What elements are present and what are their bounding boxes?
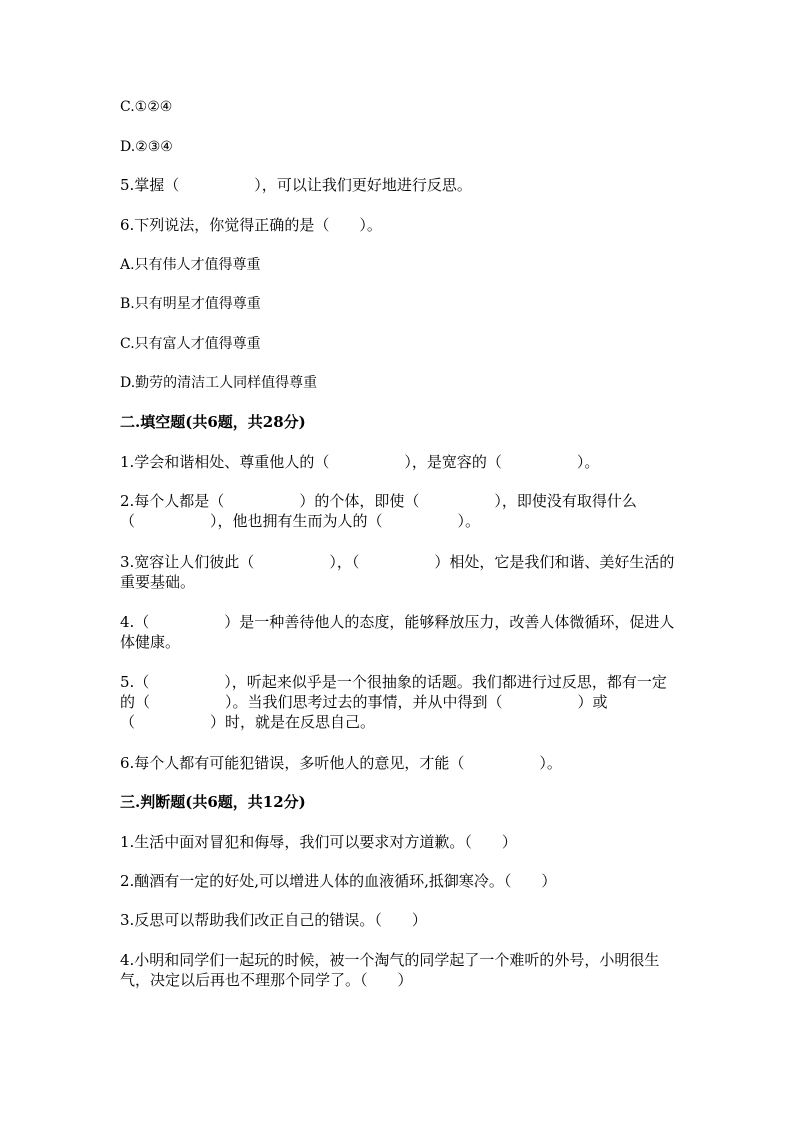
question-6-stem: 6.下列说法，你觉得正确的是（ ）。 xyxy=(120,216,382,234)
fill-question-2: 2.每个人都是（ ）的个体，即使（ ），即使没有取得什么（ ），他也拥有生而为人的（ ）。 xyxy=(120,492,637,530)
fill-question-6: 6.每个人都有可能犯错误，多听他人的意见，才能（ ）。 xyxy=(120,754,562,772)
judge-question-4: 4.小明和同学们一起玩的时候，被一个淘气的同学起了一个难听的外号，小明很生气，决定以后再也不理那个同学了。（ ） xyxy=(120,951,660,989)
section-heading-fill: 二.填空题(共6题，共28分) xyxy=(120,413,306,431)
option-a-q6: A.只有伟人才值得尊重 xyxy=(120,257,261,273)
fill-question-5: 5.（ ），听起来似乎是一个很抽象的话题。我们都进行过反思，都有一定的（ ）。当我们思考过去的事情，并从中得到（ ）或（ ）时，就是在反思自己。 xyxy=(120,673,667,731)
option-b-q6: B.只有明星才值得尊重 xyxy=(120,296,261,312)
section-heading-judge: 三.判断题(共6题，共12分) xyxy=(120,793,306,811)
judge-question-3: 3.反思可以帮助我们改正自己的错误。（ ） xyxy=(120,911,427,929)
fill-question-1: 1.学会和谐相处、尊重他人的（ ），是宽容的（ ）。 xyxy=(120,453,600,471)
option-d-q6: D.勤劳的清洁工人同样值得尊重 xyxy=(120,375,318,391)
option-c-q6: C.只有富人才值得尊重 xyxy=(120,336,261,352)
fill-question-3: 3.宽容让人们彼此（ ），（ ）相处，它是我们和谐、美好生活的重要基础。 xyxy=(120,553,675,591)
judge-question-2: 2.酗酒有一定的好处,可以增进人体的血液循环,抵御寒冷。（ ） xyxy=(120,872,557,890)
question-5: 5.掌握（ ），可以让我们更好地进行反思。 xyxy=(120,176,472,194)
option-c-q4: C.①②④ xyxy=(120,99,173,115)
option-d-q4: D.②③④ xyxy=(120,139,173,155)
judge-question-1: 1.生活中面对冒犯和侮辱，我们可以要求对方道歉。（ ） xyxy=(120,833,517,851)
fill-question-4: 4.（ ）是一种善待他人的态度，能够释放压力，改善人体微循环，促进人体健康。 xyxy=(120,613,675,651)
